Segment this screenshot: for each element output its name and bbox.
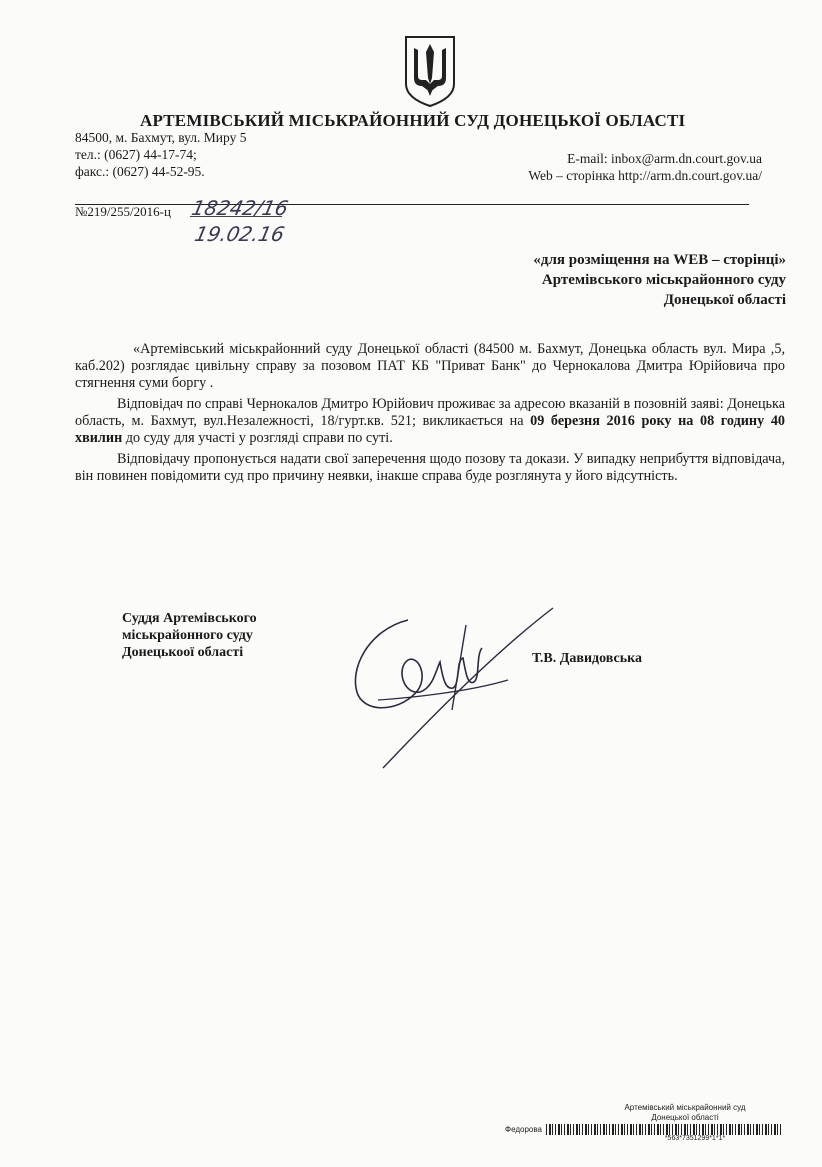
judge-title-line-3: Донецькоої області: [122, 645, 244, 660]
stamp-region: Донецької області: [651, 1113, 719, 1122]
handwritten-registration-number: 18242/16: [189, 196, 291, 220]
stamp-court-name: Артемівський міськрайонний суд: [624, 1103, 746, 1112]
recipient-line-3: Донецької області: [663, 292, 786, 308]
court-phone: тел.: (0627) 44-17-74;: [75, 147, 197, 162]
court-address: 84500, м. Бахмут, вул. Миру 5: [75, 130, 247, 145]
summons-text: Відповідач по справі Чернокалов Дмитро Юрійович проживає за адресою вказаній в позовній заяві: Донецька область, м. Бахмут, вул.Незалежності, 18/гурт.кв. 521; викликається на: [75, 396, 785, 429]
barcode: [546, 1124, 781, 1135]
judge-name: Т.В. Давидовська: [532, 651, 642, 666]
stamp-clerk: Федорова: [505, 1125, 542, 1134]
handwritten-underline: [190, 216, 282, 217]
recipient-line-2: Артемівського міськрайонного суду: [541, 272, 786, 288]
court-website: Web – сторінка http://arm.dn.court.gov.ua/: [528, 168, 762, 183]
judge-title-line-2: міськрайонного суду: [122, 628, 253, 643]
header-divider: [75, 204, 749, 205]
paragraph-summons: [75, 396, 785, 447]
court-email: E-mail: inbox@arm.dn.court.gov.ua: [567, 151, 762, 166]
paragraph-objections: Відповідачу пропонується надати свої заперечення щодо позову та докази. У випадку неприбуття відповідача, він повинен повідомити суд про причину неявки, інакше справа буде розглянута у його відсутність.: [75, 451, 785, 484]
coat-of-arms-icon: [402, 34, 458, 108]
court-title: АРТЕМІВСЬКИЙ МІСЬКРАЙОННИЙ СУД ДОНЕЦЬКОЇ ОБЛАСТІ: [140, 111, 686, 130]
handwritten-signature: [348, 600, 558, 770]
notice-body: [75, 341, 785, 489]
recipient-block: [533, 250, 786, 310]
handwritten-registration-date: 19.02.16: [192, 222, 287, 246]
court-fax: факс.: (0627) 44-52-95.: [75, 164, 205, 179]
stamp-barcode-row: [505, 1124, 805, 1135]
paragraph-case: «Артемівський міськрайонний суду Донецької області (84500 м. Бахмут, Донецька область вул. Мира ,5, каб.202) розглядає цивільну справу за позовом ПАТ КБ "Приват Банк" до Чернокалова Дмитра Юрійовича про стягнення суми боргу .: [75, 341, 785, 391]
case-number: №219/255/2016-ц: [75, 204, 171, 219]
registry-stamp: [505, 1103, 805, 1142]
stamp-code: *563*7351299*1*1*: [664, 1135, 726, 1142]
judge-title: [122, 610, 257, 661]
court-address-block: [75, 129, 246, 180]
court-contacts: [528, 150, 762, 184]
summons-text-end: до суду для участі у розгляді справи по суті.: [122, 430, 393, 446]
recipient-line-1: «для розміщення на WEB – сторінці»: [533, 252, 786, 268]
hearing-datetime: 09 березня 2016 року на 08 годину 40 хвилин: [75, 413, 786, 446]
judge-title-line-1: Суддя Артемівського: [122, 611, 257, 626]
